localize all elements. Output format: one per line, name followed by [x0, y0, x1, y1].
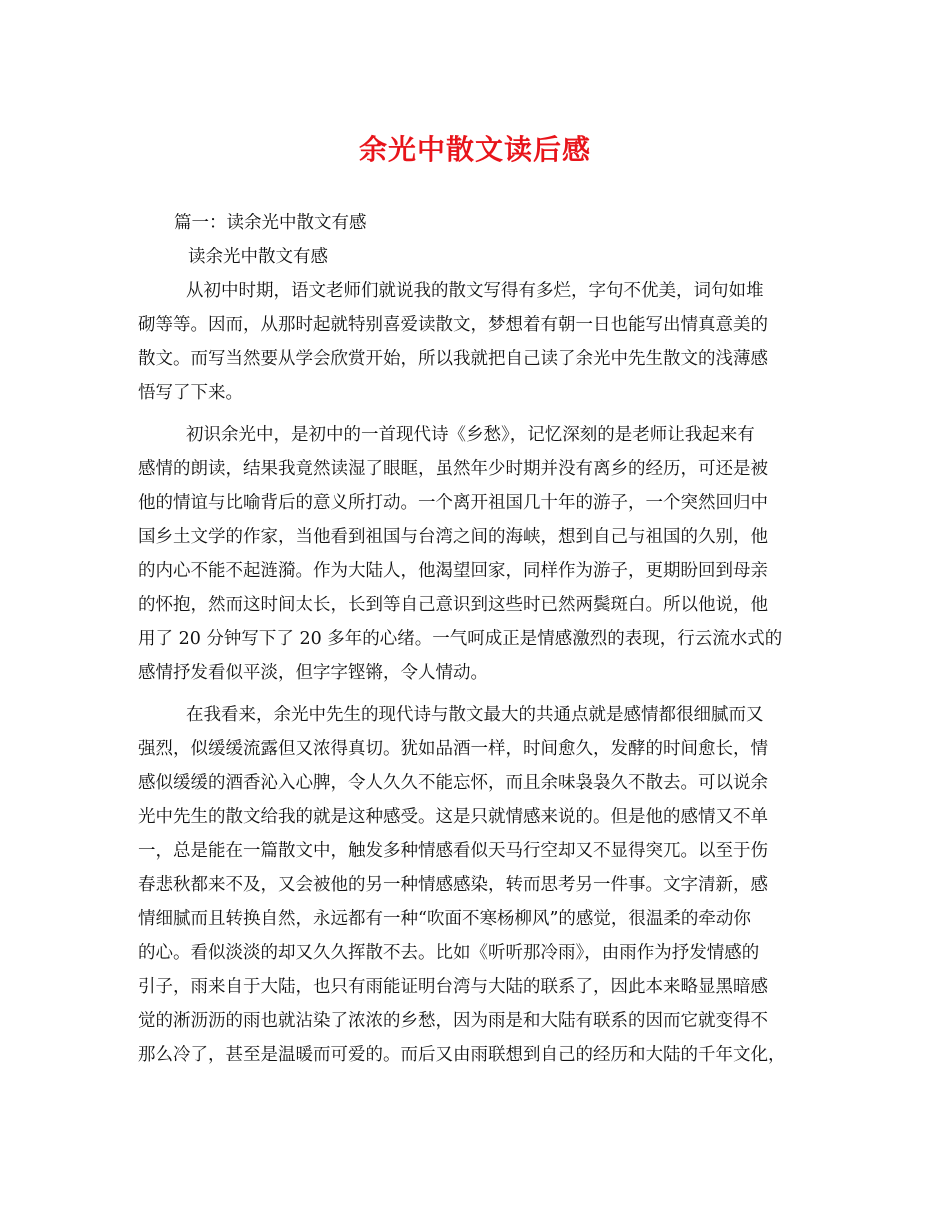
paragraph-line: 引子，雨来自于大陆，也只有雨能证明台湾与大陆的联系了，因此本来略显黑暗感 [138, 977, 768, 997]
paragraph-line: 觉的淅沥沥的雨也就沾染了浓浓的乡愁，因为雨是和大陆有联系的因而它就变得不 [138, 1011, 768, 1031]
paragraph-line: 感似缓缓的酒香沁入心脾，令人久久不能忘怀，而且余味袅袅久不散去。可以说余 [138, 773, 768, 793]
paragraph-line: 的心。看似淡淡的却又久久挥散不去。比如《听听那冷雨》，由雨作为抒发情感的 [138, 943, 760, 963]
paragraph-line: 感情抒发看似平淡，但字字铿锵，令人情动。 [138, 663, 488, 683]
paragraph-line: 春悲秋都来不及，又会被他的另一种情感感染，转而思考另一件事。文字清新，感 [138, 875, 768, 895]
paragraph-line: 情细腻而且转换自然，永远都有一种“吹面不寒杨柳风”的感觉，很温柔的牵动你 [138, 909, 751, 929]
paragraph-line: 强烈，似缓缓流露但又浓得真切。犹如品酒一样，时间愈久，发酵的时间愈长，情 [138, 739, 768, 759]
paragraph-line: 的内心不能不起涟漪。作为大陆人，他渴望回家，同样作为游子，更期盼回到母亲 [138, 561, 768, 581]
paragraph-line: 他的情谊与比喻背后的意义所打动。一个离开祖国几十年的游子，一个突然回归中 [138, 493, 768, 513]
paragraph-line: 悟写了下来。 [138, 383, 243, 403]
paragraph-line: 光中先生的散文给我的就是这种感受。这是只就情感来说的。但是他的感情又不单 [138, 807, 768, 827]
paragraph-line: 国乡土文学的作家，当他看到祖国与台湾之间的海峡，想到自己与祖国的久别，他 [138, 527, 768, 547]
paragraph-line: 那么冷了，甚至是温暖而可爱的。而后又由雨联想到自己的经历和大陆的千年文化， [138, 1045, 786, 1065]
paragraph-line: 从初中时期，语文老师们就说我的散文写得有多烂，字句不优美，词句如堆 [186, 281, 764, 301]
paragraph-line: 的怀抱，然而这时间太长，长到等自己意识到这些时已然两鬓斑白。所以他说，他 [138, 595, 768, 615]
paragraph-line: 砌等等。因而，从那时起就特别喜爱读散文，梦想着有朝一日也能写出情真意美的 [138, 315, 768, 335]
paragraph-line: 初识余光中，是初中的一首现代诗《乡愁》，记忆深刻的是老师让我起来有 [186, 425, 755, 445]
paragraph-line: 一，总是能在一篇散文中，触发多种情感看似天马行空却又不显得突兀。以至于伤 [138, 841, 768, 861]
document-body [138, 206, 818, 1072]
paragraph-line: 在我看来，余光中先生的现代诗与散文最大的共通点就是感情都很细腻而又 [186, 705, 764, 725]
paragraph-line: 感情的朗读，结果我竟然读湿了眼眶，虽然年少时期并没有离乡的经历，可还是被 [138, 459, 768, 479]
paragraph-line: 用了 20 分钟写下了 20 多年的心绪。一气呵成正是情感激烈的表现，行云流水式的 [138, 629, 783, 649]
essay-title: 读余光中散文有感 [188, 247, 328, 267]
paragraph-line: 散文。而写当然要从学会欣赏开始，所以我就把自己读了余光中先生散文的浅薄感 [138, 349, 768, 369]
section-heading: 篇一：读余光中散文有感 [174, 213, 367, 233]
document-title: 余光中散文读后感 [358, 133, 591, 166]
